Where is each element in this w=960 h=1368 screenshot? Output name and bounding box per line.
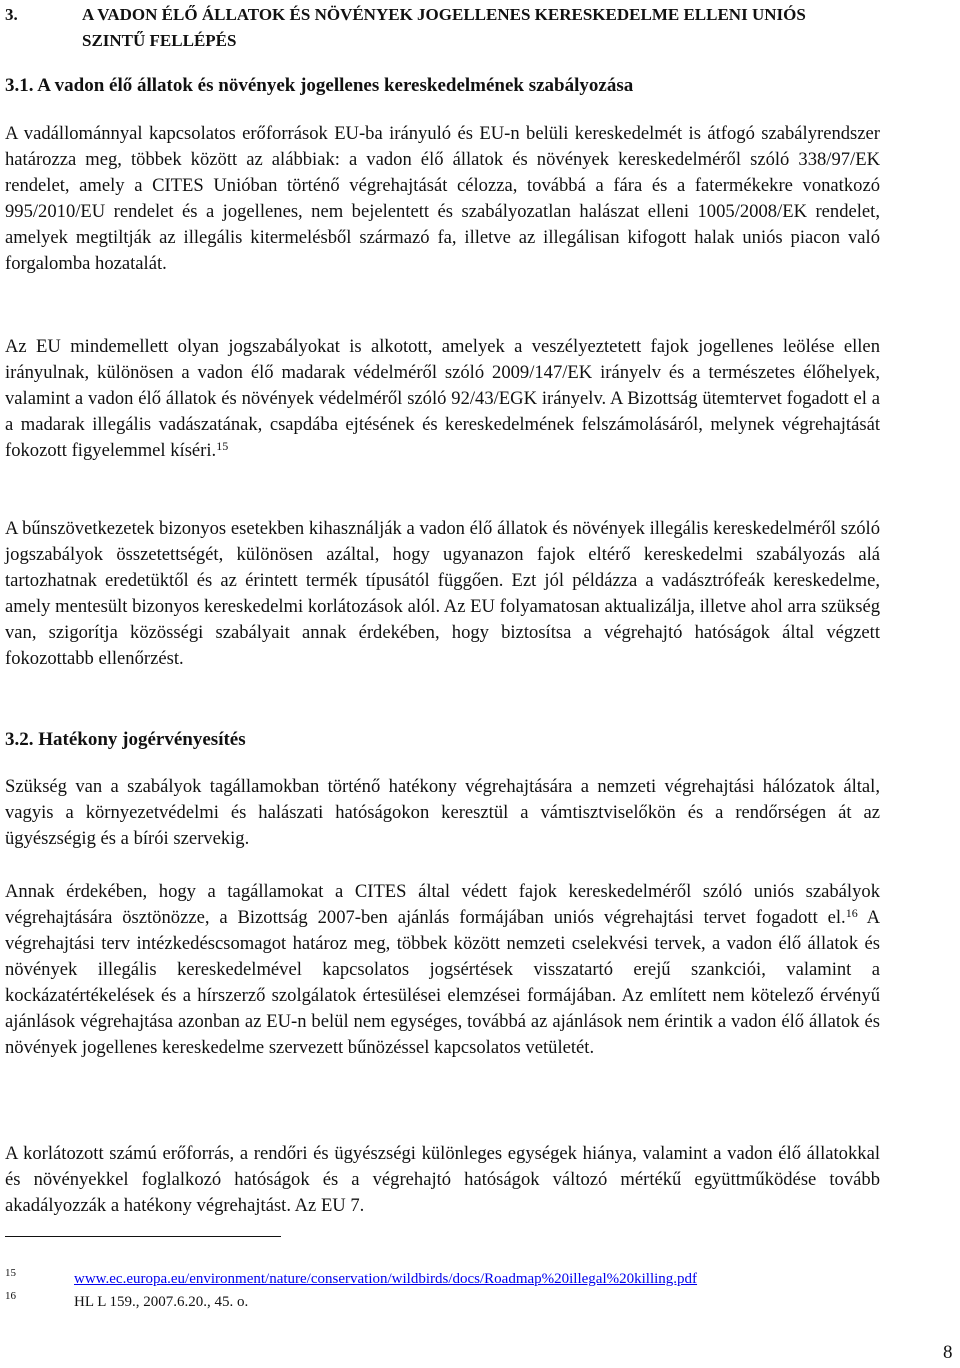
paragraph-eu-legislation bbox=[5, 334, 880, 464]
section-3-1-heading: 3.1. A vadon élő állatok és növények jogellenes kereskedelmének szabályozása bbox=[5, 75, 634, 96]
section-3-2-heading: 3.2. Hatékony jogérvényesítés bbox=[5, 729, 246, 750]
paragraph-regulatory-framework: A vadállománnyal kapcsolatos erőforrások EU-ba irányuló és EU-n belüli kereskedelmét is átfogó szabályrendszer határozza meg, többek között az alábbiak: a vadon élő állatok és növények kereskedelméről szóló 338/97/EK rendelet, amely a CITES Unióban történő végrehajtását célozza, továbbá a fára és a fatermékekre vonatkozó 995/2010/EU rendelet és a jogellenes, nem bejelentett és szabályozatlan halászat elleni 1005/2008/EK rendelet, amelyek megtiltják az illegális kitermelésből származó fa, illetve az illegálisan kifogott halak uniós piacon való forgalomba hozatalát. bbox=[5, 123, 880, 274]
paragraph-eu-legislation-text: Az EU mindemellett olyan jogszabályokat is alkotott, amelyek a veszélyeztetett fajok jogellenes leölése ellen irányulnak, különösen a vadon élő madarak védelméről szóló 2009/147/EK irányelv és a természetes élőhelyek, valamint a vadon élő állatok és növények védelméről szóló 92/43/EGK irányelv. A Bizottság ütemtervet fogadott el a a madarak illegális vadászatának, csapdába ejtésének és kereskedelmének felszámolásáról, melynek végrehajtását fokozott figyelemmel kíséri. bbox=[5, 336, 880, 461]
footnote-separator bbox=[5, 1236, 281, 1237]
footnote-ref-15[interactable]: 15 bbox=[216, 439, 229, 453]
footnote-16-text: HL L 159., 2007.6.20., 45. o. bbox=[74, 1294, 249, 1310]
paragraph-limited-resources: A korlátozott számú erőforrás, a rendőri és ügyészségi különleges egységek hiánya, valamint a vadon élő állatokkal és növényekkel foglalkozó hatóságok és a végrehajtó hatóságok változó mértékű együttműködése tovább akadályozzák a hatékony végrehajtást. Az EU 7. bbox=[5, 1143, 880, 1216]
footnote-16-number: 16 bbox=[5, 1290, 16, 1302]
paragraph-action-plan bbox=[5, 879, 880, 1061]
paragraph-enforcement-need: Szükség van a szabályok tagállamokban történő hatékony végrehajtására a nemzeti végrehajtási hálózatok által, vagyis a környezetvédelmi és halászati hatóságokon keresztül a vámtisztviselőkön és a rendőrségen át az ügyészségig és a bírói szervekig. bbox=[5, 776, 880, 849]
chapter-title-line2: SZINTŰ FELLÉPÉS bbox=[82, 31, 237, 50]
footnote-ref-16[interactable]: 16 bbox=[845, 906, 858, 920]
page-number: 8 bbox=[943, 1342, 953, 1363]
chapter-heading bbox=[5, 2, 905, 54]
footnote-15-link[interactable]: www.ec.europa.eu/environment/nature/conservation/wildbirds/docs/Roadmap%20illegal%20killing.pdf bbox=[74, 1271, 698, 1287]
paragraph-criminal-networks: A bűnszövetkezetek bizonyos esetekben kihasználják a vadon élő állatok és növények illegális kereskedelméről szóló jogszabályok összetettségét, különösen azáltal, hogy ugyanazon fajok eltérő kereskedelmi szabályozás alá tartozhatnak eredetüktől és az érintett termék típusától függően. Ezt jól példázza a vadásztrófeák kereskedelme, amely mentesült bizonyos kereskedelmi korlátozások alól. Az EU folyamatosan aktualizálja, illetve ahol arra szükség van, szigorítja közösségi szabályait annak érdekében, hogy biztosítsa a végrehajtó hatóságok által végzett fokozottabb ellenőrzést. bbox=[5, 518, 880, 669]
chapter-title-line1: A VADON ÉLŐ ÁLLATOK ÉS NÖVÉNYEK JOGELLENES KERESKEDELME ELLENI UNIÓS bbox=[82, 5, 806, 24]
footnote-15-number: 15 bbox=[5, 1267, 16, 1279]
paragraph-action-plan-text-a: Annak érdekében, hogy a tagállamokat a CITES által védett fajok kereskedelméről szóló uniós szabályok végrehajtására ösztönözze, a Bizottság 2007-ben ajánlás formájában uniós végrehajtási tervet fogadott el. bbox=[5, 881, 880, 928]
chapter-number: 3. bbox=[5, 5, 18, 24]
paragraph-action-plan-text-b: A végrehajtási terv intézkedéscsomagot határoz meg, többek között nemzeti cselekvési tervek, a vadon élő állatok és növények illegális kereskedelmével kapcsolatos jogsértések visszatartó erejű szankciói, valamint a kockázatértékelések és a hírszerző szolgálatok értesülései elemzései formájában. Az említett nem kötelező érvényű ajánlások végrehajtása azonban az EU-n belül nem egységes, továbbá az ajánlások nem érintik a vadon élő állatok és növények jogellenes kereskedelme szervezett bűnözéssel kapcsolatos vetületét. bbox=[5, 907, 880, 1058]
